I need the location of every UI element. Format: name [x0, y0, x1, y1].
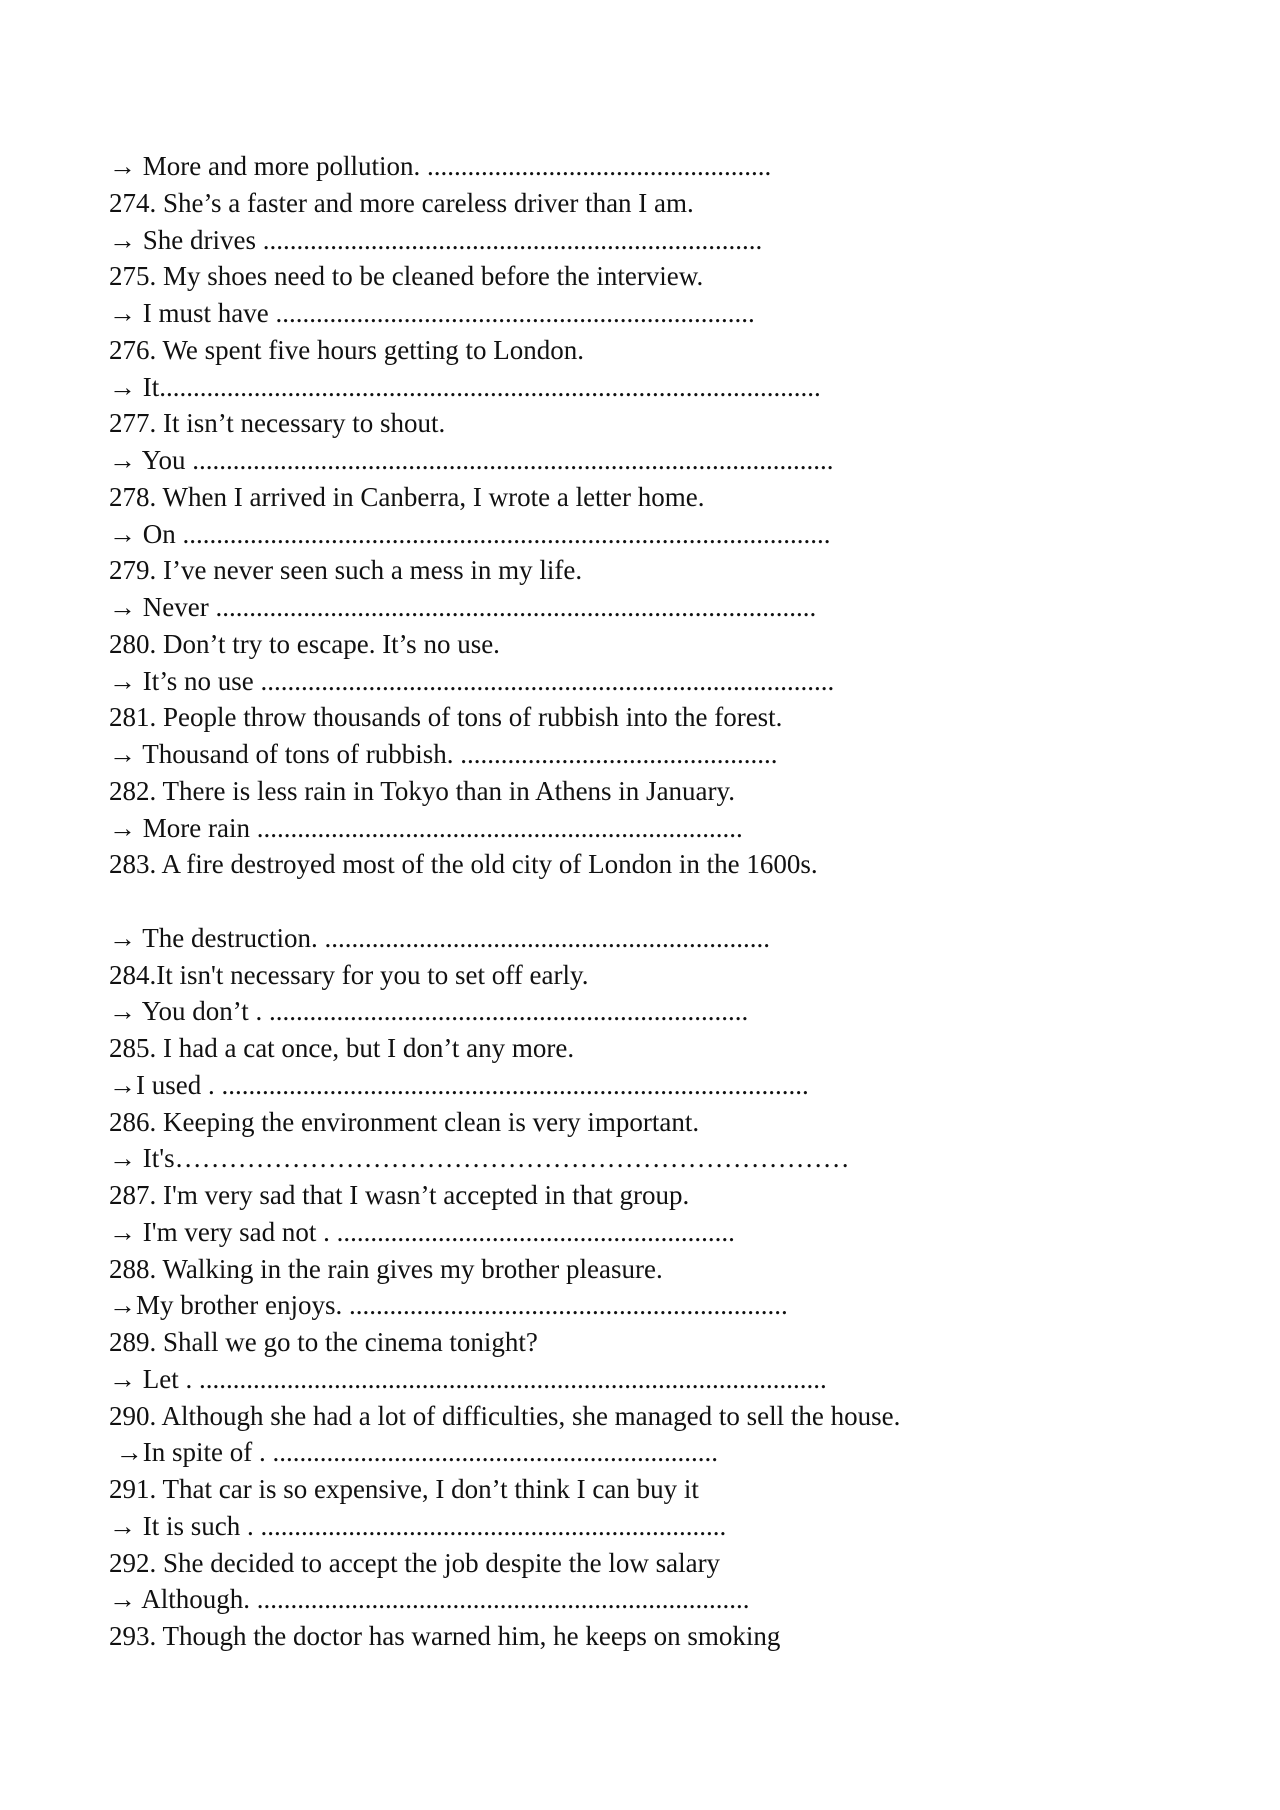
question-289: 289. Shall we go to the cinema tonight? [109, 1327, 538, 1357]
question-292: 292. She decided to accept the job despite the low salary [109, 1547, 721, 1578]
answer-line-285: →I used . ....................................................................................... [109, 1069, 809, 1100]
answer-line-276: → It.................................................................................................. [109, 371, 821, 402]
answer-line-288: →My brother enjoys. ................................................................. [109, 1290, 788, 1321]
answer-line-280: → It’s no use ..................................................................................... [109, 665, 835, 696]
answer-line-289: → Let . ............................................................................................. [109, 1363, 827, 1394]
answer-line-292: → Although. ......................................................................... [109, 1584, 750, 1615]
answer-line-287: → I'm very sad not . ........................................................... [109, 1216, 735, 1247]
question-277: 277. It isn’t necessary to shout. [109, 408, 446, 439]
question-287: 287. I'm very sad that I wasn’t accepted in that group. [109, 1180, 690, 1210]
answer-line-275: → I must have ....................................................................... [109, 298, 755, 328]
question-293: 293. Though the doctor has warned him, he keeps on smoking [109, 1621, 781, 1651]
question-278: 278. When I arrived in Canberra, I wrote a letter home. [109, 481, 705, 512]
question-285: 285. I had a cat once, but I don’t any more. [109, 1033, 575, 1063]
exercise-list [109, 148, 1109, 1655]
question-290: 290. Although she had a lot of difficulties, she managed to sell the house. [109, 1400, 901, 1431]
answer-line-286: → It's………………………………………………………………… [109, 1143, 850, 1174]
question-279: 279. I’ve never seen such a mess in my life. [109, 555, 583, 586]
answer-line-277: → You ............................................................................................... [109, 445, 834, 475]
question-291: 291. That car is so expensive, I don’t think I can buy it [109, 1474, 699, 1504]
question-288: 288. Walking in the rain gives my brother pleasure. [109, 1253, 663, 1284]
question-274: 274. She’s a faster and more careless driver than I am. [109, 187, 694, 218]
answer-line-273: → More and more pollution. ................................................... [109, 151, 772, 181]
answer-line-283: → The destruction. .................................................................. [109, 922, 770, 953]
question-284: 284.It isn't necessary for you to set off early. [109, 959, 589, 990]
question-281: 281. People throw thousands of tons of rubbish into the forest. [109, 702, 783, 733]
answer-line-284: → You don’t . ....................................................................... [109, 996, 749, 1027]
answer-line-279: → Never ......................................................................................... [109, 592, 817, 622]
question-286: 286. Keeping the environment clean is very important. [109, 1106, 700, 1137]
question-276: 276. We spent five hours getting to London. [109, 334, 585, 365]
question-280: 280. Don’t try to escape. It’s no use. [109, 628, 500, 659]
question-282: 282. There is less rain in Tokyo than in Athens in January. [109, 775, 736, 806]
question-275: 275. My shoes need to be cleaned before the interview. [109, 261, 704, 292]
answer-line-281: → Thousand of tons of rubbish. ............................................... [109, 739, 778, 769]
answer-line-274: → She drives .......................................................................... [109, 224, 763, 255]
answer-line-290: →In spite of . .................................................................. [109, 1437, 718, 1468]
answer-line-278: → On ................................................................................................ [109, 518, 831, 549]
answer-line-291: → It is such . ..................................................................... [109, 1510, 727, 1541]
answer-line-282: → More rain ........................................................................ [109, 812, 743, 843]
question-283: 283. A fire destroyed most of the old city of London in the 1600s. [109, 849, 818, 880]
